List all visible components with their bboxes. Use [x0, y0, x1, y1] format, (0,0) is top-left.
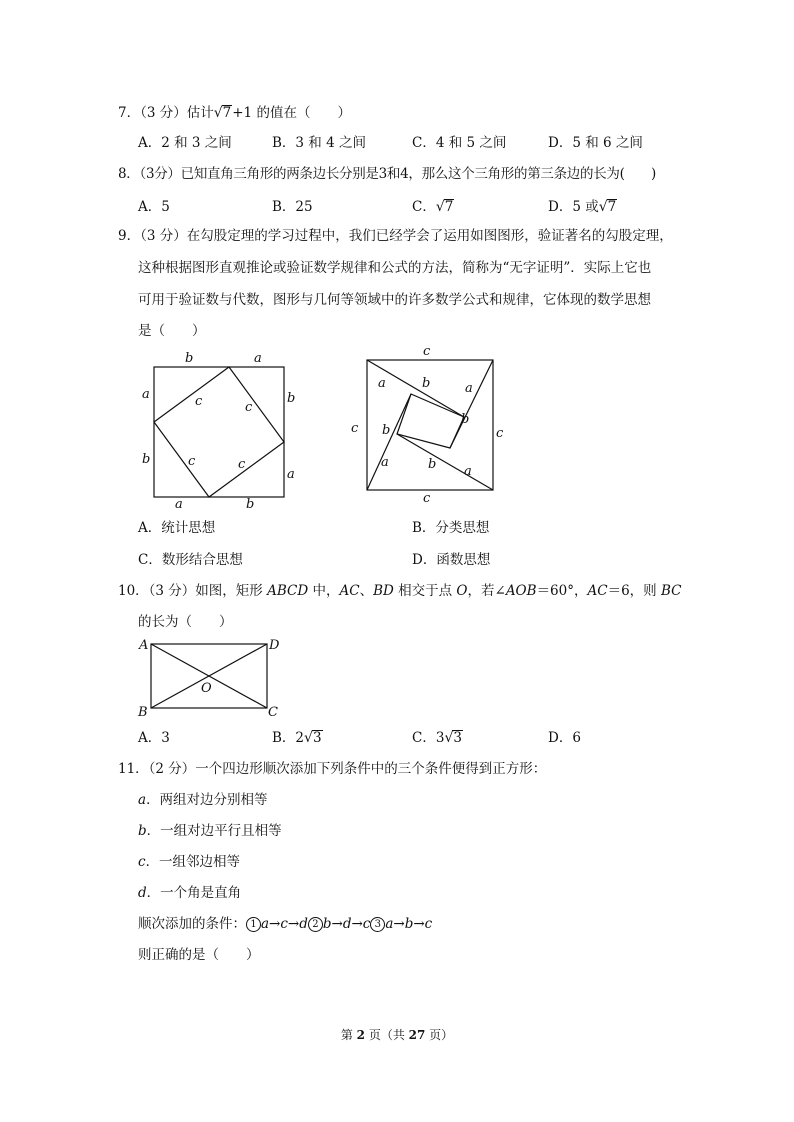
- q9-figure-right: [345, 344, 510, 506]
- q10-option-c[interactable]: C．3√3: [412, 730, 462, 746]
- label-C: C: [268, 705, 278, 720]
- label-b: b: [287, 391, 296, 406]
- label-a: a: [175, 497, 183, 510]
- q11-condition-a: a．两组对边分别相等: [138, 792, 268, 808]
- q11-sequences: 顺次添加的条件： 1 a→c→d 2 b→d→c 3 a→b→c: [138, 916, 433, 932]
- label-b: b: [382, 423, 391, 438]
- label-a: a: [254, 351, 262, 366]
- label-a: a: [287, 467, 295, 482]
- q11-condition-d: d．一个角是直角: [138, 885, 242, 901]
- label-c: c: [245, 400, 253, 415]
- q7-option-b[interactable]: B．3 和 4 之间: [272, 135, 366, 151]
- q8-stem: 8．（3分）已知直角三角形的两条边长分别是3和4，那么这个三角形的第三条边的长为( ): [118, 166, 656, 182]
- q7-option-a[interactable]: A．2 和 3 之间: [138, 135, 232, 151]
- q9-stem-line1: 9．（3 分）在勾股定理的学习过程中，我们已经学会了运用如图图形，验证著名的勾股定理，: [118, 228, 673, 244]
- q10-option-a[interactable]: A．3: [138, 730, 170, 746]
- sqrt-sign: √: [598, 199, 608, 215]
- q10-option-b[interactable]: B．2√3: [272, 730, 322, 746]
- label-a: a: [381, 455, 389, 470]
- q8-option-d[interactable]: D．5 或√7: [548, 199, 617, 215]
- label-b: b: [422, 376, 431, 391]
- label-a: a: [464, 464, 472, 479]
- page-footer: 第 2 页（共 27 页）: [340, 1028, 454, 1042]
- label-A: A: [139, 638, 149, 653]
- q7-option-c[interactable]: C．4 和 5 之间: [412, 135, 507, 151]
- q9-option-b[interactable]: B．分类思想: [412, 520, 490, 536]
- sqrt-sign: √: [444, 730, 454, 746]
- label-b: b: [142, 452, 151, 467]
- q8-option-c[interactable]: C．√7: [412, 199, 454, 215]
- q9-stem-line3: 可用于验证数与代数，图形与几何等领域中的许多数学公式和规律，它体现的数学思想: [138, 292, 651, 308]
- q10-stem-line2: 的长为（ ）: [138, 614, 233, 630]
- label-c: c: [351, 421, 359, 436]
- q9-option-a[interactable]: A．统计思想: [138, 520, 216, 536]
- q9-option-d[interactable]: D．函数思想: [412, 552, 491, 568]
- label-c: c: [188, 454, 196, 469]
- label-b: b: [185, 351, 194, 366]
- circled-number: 3: [370, 917, 385, 932]
- q11-condition-c: c．一组邻边相等: [138, 854, 241, 870]
- q10-figure: [134, 634, 284, 720]
- label-a: a: [465, 381, 473, 396]
- sqrt-sign: √: [435, 199, 445, 215]
- label-c: c: [423, 344, 431, 359]
- q11-last-line: 则正确的是（ ）: [138, 947, 260, 963]
- label-O: O: [201, 681, 212, 696]
- label-c: c: [423, 491, 431, 506]
- label-b: b: [461, 412, 470, 427]
- q7-stem: 7．（3 分）估计√7+1 的值在（ ）: [118, 105, 351, 121]
- q9-stem-line4: 是（ ）: [138, 323, 206, 339]
- sqrt-sign: √: [213, 105, 223, 121]
- q9-option-c[interactable]: C．数形结合思想: [138, 552, 243, 568]
- label-B: B: [138, 705, 148, 720]
- q8-option-b[interactable]: B．25: [272, 199, 313, 215]
- q11-stem: 11．（2 分）一个四边形顺次添加下列条件中的三个条件便得到正方形：: [118, 761, 547, 777]
- label-b: b: [246, 497, 255, 510]
- circled-number: 2: [308, 917, 323, 932]
- q10-stem-line1: 10．（3 分）如图，矩形 ABCD 中，AC、BD 相交于点 O，若∠AOB＝60°，AC＝6，则 BC: [118, 583, 682, 599]
- label-c: c: [238, 457, 246, 472]
- q9-stem-line2: 这种根据图形直观推论或验证数学规律和公式的方法，简称为“无字证明”．实际上它也: [138, 260, 652, 276]
- label-c: c: [496, 426, 504, 441]
- q11-condition-b: b．一组对边平行且相等: [138, 823, 282, 839]
- sqrt-sign: √: [304, 730, 313, 746]
- q9-figure-left: [135, 348, 305, 510]
- label-a: a: [378, 376, 386, 391]
- label-D: D: [269, 638, 280, 653]
- label-a: a: [142, 387, 150, 402]
- label-b: b: [428, 457, 437, 472]
- q8-option-a[interactable]: A．5: [138, 199, 170, 215]
- circled-number: 1: [246, 917, 261, 932]
- label-c: c: [195, 394, 203, 409]
- q10-option-d[interactable]: D．6: [548, 730, 581, 746]
- q7-option-d[interactable]: D．5 和 6 之间: [548, 135, 643, 151]
